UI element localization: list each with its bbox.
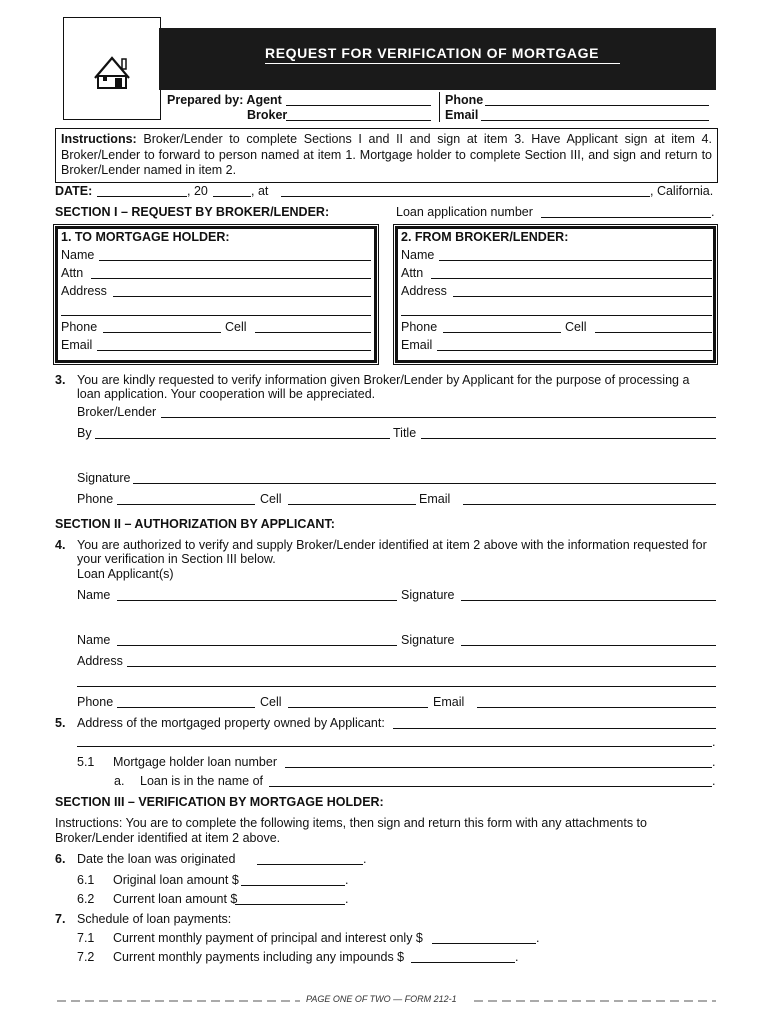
section3-instr-line1: Instructions: You are to complete the following items, then sign and return this form with any attachments to (55, 816, 647, 830)
item6-num: 6. (55, 852, 66, 866)
item7-2-text: Current monthly payments including any impounds $ (113, 950, 405, 964)
item3-text-line1: You are kindly requested to verify information given Broker/Lender by Applicant for the purpose of processing a (77, 373, 690, 387)
item5-text: Address of the mortgaged property owned by Applicant: (77, 716, 385, 730)
house-icon (64, 18, 160, 119)
box1-address-field[interactable] (113, 296, 371, 297)
box1-cell-field[interactable] (255, 332, 371, 333)
item3-phone-label: Phone (77, 492, 114, 506)
item4-text-line1: You are authorized to verify and supply Broker/Lender identified at item 2 above with the information requested for (77, 538, 707, 552)
item7-text: Schedule of loan payments: (77, 912, 232, 926)
header-phone-field[interactable] (485, 105, 709, 106)
item3-email-label: Email (419, 492, 451, 506)
item6-1-num: 6.1 (77, 873, 95, 887)
item3-cell-field[interactable] (288, 504, 416, 505)
year-prefix: , 20 (187, 184, 208, 198)
header-email-field[interactable] (481, 120, 709, 121)
date-field[interactable] (97, 196, 187, 197)
item6-period: . (363, 852, 367, 866)
item4-cell-field[interactable] (288, 707, 428, 708)
applicant1-signature-field[interactable] (461, 600, 716, 601)
item6-2-num: 6.2 (77, 892, 95, 906)
box1-attn-label: Attn (61, 266, 84, 280)
applicant2-name-label: Name (77, 633, 111, 647)
item7-num: 7. (55, 912, 66, 926)
by-field[interactable] (95, 438, 390, 439)
box2-address-label: Address (401, 284, 447, 298)
broker-lender-label: Broker/Lender (77, 405, 157, 419)
item5-period: . (712, 735, 716, 749)
applicant1-name-label: Name (77, 588, 111, 602)
item3-phone-field[interactable] (117, 504, 255, 505)
broker-lender-field[interactable] (161, 417, 716, 418)
item4-phone-field[interactable] (117, 707, 255, 708)
title-underline (265, 63, 620, 64)
applicant-address-field[interactable] (127, 666, 716, 667)
by-label: By (77, 426, 92, 440)
box2-address-field-2[interactable] (401, 315, 712, 316)
header-divider (439, 92, 440, 122)
applicant2-signature-field[interactable] (461, 645, 716, 646)
item3-text-line2: loan application. Your cooperation will be appreciated. (77, 387, 376, 401)
item5-1a-period: . (712, 774, 716, 788)
at-label: , at (251, 184, 269, 198)
original-amount-field[interactable] (241, 885, 345, 886)
item7-1-num: 7.1 (77, 931, 95, 945)
item3-signature-field[interactable] (133, 483, 716, 484)
box2-address-field[interactable] (453, 296, 712, 297)
loan-app-label: Loan application number (396, 205, 533, 219)
item5-1-text: Mortgage holder loan number (113, 755, 277, 769)
applicant1-signature-label: Signature (401, 588, 455, 602)
item7-1-text: Current monthly payment of principal and interest only $ (113, 931, 423, 945)
item3-email-field[interactable] (463, 504, 716, 505)
date-label: DATE: (55, 184, 93, 198)
item4-email-field[interactable] (477, 707, 716, 708)
item3-signature-label: Signature (77, 471, 131, 485)
box2-email-field[interactable] (437, 350, 712, 351)
city-field[interactable] (281, 196, 650, 197)
item4-email-label: Email (433, 695, 465, 709)
box1-phone-field[interactable] (103, 332, 221, 333)
item5-1a-text: Loan is in the name of (140, 774, 263, 788)
broker-field[interactable] (286, 120, 431, 121)
item6-2-text: Current loan amount $ (113, 892, 238, 906)
box1-name-field[interactable] (99, 260, 371, 261)
box2-cell-field[interactable] (595, 332, 712, 333)
box1-name-label: Name (61, 248, 95, 262)
box2-email-label: Email (401, 338, 433, 352)
item4-text-line2: your verification in Section III below. (77, 552, 276, 566)
section3-instr-line2: Broker/Lender identified at item 2 above. (55, 831, 281, 845)
loan-number-field[interactable] (285, 767, 712, 768)
loan-app-period: . (711, 205, 715, 219)
applicant-address-label: Address (77, 654, 123, 668)
pi-payment-field[interactable] (432, 943, 536, 944)
current-amount-field[interactable] (235, 904, 345, 905)
item4-num: 4. (55, 538, 66, 552)
applicant2-name-field[interactable] (117, 645, 397, 646)
title-label: Title (393, 426, 417, 440)
applicant-address-field-2[interactable] (77, 686, 716, 687)
box2-name-label: Name (401, 248, 435, 262)
loan-applicants-label: Loan Applicant(s) (77, 567, 174, 581)
item5-1a-num: a. (114, 774, 125, 788)
email-label: Email (445, 108, 479, 122)
section3-heading: SECTION III – VERIFICATION BY MORTGAGE HOLDER: (55, 795, 384, 809)
item5-num: 5. (55, 716, 66, 730)
section2-heading: SECTION II – AUTHORIZATION BY APPLICANT: (55, 517, 335, 531)
item7-2-period: . (515, 950, 519, 964)
property-address-field-2[interactable] (77, 746, 712, 747)
instructions-lead: Instructions: (61, 132, 137, 146)
item6-2-period: . (345, 892, 349, 906)
box1-email-field[interactable] (97, 350, 371, 351)
box2-attn-field[interactable] (431, 278, 712, 279)
property-address-field[interactable] (393, 728, 716, 729)
box2-heading: 2. FROM BROKER/LENDER: (401, 230, 569, 244)
section1-heading: SECTION I – REQUEST BY BROKER/LENDER: (55, 205, 330, 219)
box2-phone-label: Phone (401, 320, 438, 334)
item3-num: 3. (55, 373, 66, 387)
item4-cell-label: Cell (260, 695, 282, 709)
instructions-text: Broker/Lender to complete Sections I and II and sign at item 3. Have Applicant sign at item 4. Broker/Lender to forward to person named at item 1. Mortgage holder to complete Section III, and sign and return to Broker/Lender named in item 2. (61, 132, 712, 177)
phone-label: Phone (445, 93, 484, 107)
year-field[interactable] (213, 196, 251, 197)
item6-1-text: Original loan amount $ (113, 873, 239, 887)
form-title: REQUEST FOR VERIFICATION OF MORTGAGE (265, 45, 600, 61)
loan-name-field[interactable] (269, 786, 712, 787)
loan-app-field[interactable] (541, 217, 711, 218)
item7-1-period: . (536, 931, 540, 945)
box2-phone-field[interactable] (443, 332, 561, 333)
box1-address-field-2[interactable] (61, 315, 371, 316)
box2-attn-label: Attn (401, 266, 424, 280)
box2-name-field[interactable] (439, 260, 712, 261)
item5-1-num: 5.1 (77, 755, 95, 769)
prepared-by-label: Prepared by: Agent (167, 93, 282, 107)
instructions-box (55, 128, 718, 183)
box1-address-label: Address (61, 284, 107, 298)
item3-cell-label: Cell (260, 492, 282, 506)
logo-box (63, 17, 161, 120)
applicant2-signature-label: Signature (401, 633, 455, 647)
box2-cell-label: Cell (565, 320, 587, 334)
broker-label: Broker (247, 108, 288, 122)
origination-date-field[interactable] (257, 864, 363, 865)
item4-phone-label: Phone (77, 695, 114, 709)
item6-text: Date the loan was originated (77, 852, 236, 866)
title-field[interactable] (421, 438, 716, 439)
box1-cell-label: Cell (225, 320, 247, 334)
item7-2-num: 7.2 (77, 950, 95, 964)
item6-1-period: . (345, 873, 349, 887)
box1-attn-field[interactable] (91, 278, 371, 279)
agent-field[interactable] (286, 105, 431, 106)
state-suffix: , California. (650, 184, 714, 198)
item5-1-period: . (712, 755, 716, 769)
applicant1-name-field[interactable] (117, 600, 397, 601)
footer-text: PAGE ONE OF TWO — FORM 212-1 (306, 994, 457, 1004)
box1-phone-label: Phone (61, 320, 98, 334)
box1-heading: 1. TO MORTGAGE HOLDER: (61, 230, 230, 244)
impounds-payment-field[interactable] (411, 962, 515, 963)
box1-email-label: Email (61, 338, 93, 352)
